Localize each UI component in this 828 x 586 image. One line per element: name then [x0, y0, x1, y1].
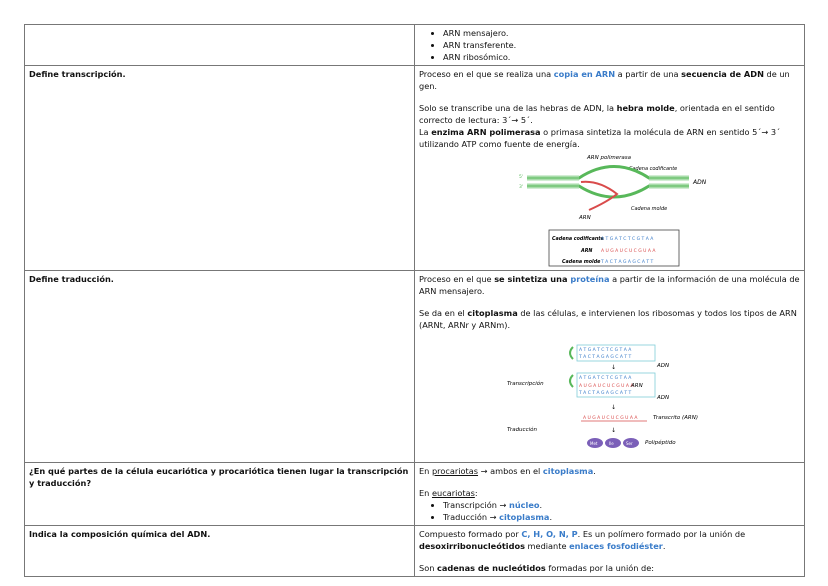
text: de las células, e intervienen los ribosomas y todos los tipos de ARN (ARNt, ARNr y ARNm).: [419, 308, 797, 330]
answer-cell: [415, 66, 805, 271]
aa-ile-label: Ile: [609, 441, 614, 446]
highlight-text: proteína: [570, 274, 610, 284]
bold-text: secuencia de ADN: [681, 69, 764, 79]
question-cell: [25, 526, 415, 577]
underlined-text: eucariotas: [431, 488, 475, 498]
box-label-arn: ARN: [581, 249, 593, 254]
table-row: [25, 66, 805, 271]
seq-codificante: A T G A T C T C G T A A: [601, 237, 654, 242]
question-text: Define transcripción.: [29, 69, 126, 79]
answer-paragraph: [419, 562, 800, 574]
seq-dna-top-2: A T G A T C T C G T A A: [579, 376, 632, 381]
text: .: [593, 466, 596, 476]
answer-paragraph: [419, 126, 800, 150]
aa-ser-label: Ser: [626, 441, 633, 446]
label-polipeptido: Polipéptido: [645, 440, 676, 446]
text: a partir de una: [615, 69, 682, 79]
highlight-text: núcleo: [509, 500, 540, 510]
bold-text: se sintetiza una: [494, 274, 571, 284]
text: formadas por la unión de:: [545, 563, 655, 573]
text: Solo se transcribe una de las hebras de ADN, la: [419, 103, 617, 113]
text: .: [549, 512, 553, 522]
label-arn: ARN: [631, 383, 643, 389]
list-item: • ARN ribosómico.: [443, 51, 800, 63]
seq-rna-partial: A U G A U C U C G U A A: [579, 384, 634, 389]
label-cadena-molde: Cadena molde: [631, 206, 668, 212]
text: Proceso en el que se realiza una: [419, 69, 554, 79]
underlined-text: procariotas: [431, 466, 479, 476]
highlight-text: citoplasma: [542, 466, 594, 476]
study-table: [24, 24, 805, 577]
box-label-codificante: Cadena codificante: [552, 237, 604, 242]
table-row: [25, 526, 805, 577]
text: Son: [419, 563, 437, 573]
answer-paragraph: [419, 307, 800, 331]
list-item: [443, 499, 800, 511]
question-text: Define traducción.: [29, 274, 114, 284]
label-3p: 3': [519, 185, 524, 190]
answer-cell: [415, 25, 805, 66]
location-list: [419, 499, 800, 523]
text: En: [419, 488, 432, 498]
table-row: [25, 25, 805, 66]
label-cadena-codificante: Cadena codificante: [629, 166, 678, 172]
dna-helix: [527, 178, 689, 186]
label-adn-2: ADN: [657, 395, 670, 401]
text: Transcripción →: [443, 500, 510, 510]
bold-text: hebra molde: [616, 103, 675, 113]
label-transcrito: Transcrito (ARN): [653, 415, 698, 421]
dna-end-2: [570, 375, 573, 387]
rna-types-list: [419, 27, 800, 63]
highlight-text: citoplasma: [499, 512, 550, 522]
transcription-diagram: [519, 150, 719, 268]
seq-arn: A U G A U C U C G U A A: [601, 249, 656, 254]
question-text: Indica la composición química del ADN.: [29, 529, 211, 539]
list-item: • ARN transferente.: [443, 39, 800, 51]
box-label-molde: Cadena molde: [562, 260, 601, 265]
text: Traducción →: [443, 512, 500, 522]
label-traduccion: Traducción: [507, 427, 537, 433]
answer-cell: [415, 463, 805, 526]
seq-dna-top: A T G A T C T C G T A A: [579, 348, 632, 353]
text: → ambos en el: [478, 466, 543, 476]
label-arn-polimerasa: ARN polimerasa: [587, 155, 631, 161]
answer-paragraph: [419, 465, 800, 477]
text: La: [419, 127, 432, 137]
seq-molde: T A C T A G A G C A T T: [601, 260, 654, 265]
text: . Es un polímero formado por la unión de: [577, 529, 746, 539]
highlight-text: copia en ARN: [553, 69, 616, 79]
text: :: [474, 488, 478, 498]
bold-text: enzima ARN polimerasa: [431, 127, 541, 137]
text: .: [539, 500, 543, 510]
translation-diagram: [507, 341, 717, 453]
list-item: [443, 511, 800, 523]
text: Compuesto formado por: [419, 529, 522, 539]
seq-dna-bottom-2: T A C T A G A G C A T T: [579, 391, 632, 396]
answer-paragraph: [419, 528, 800, 552]
arrow-down-3: ↓: [611, 427, 617, 434]
bold-text: cadenas de nucleótidos: [437, 563, 546, 573]
text: Proceso en el que: [419, 274, 495, 284]
arrow-down-2: ↓: [611, 404, 617, 411]
question-cell: [25, 25, 415, 66]
list-item: • ARN mensajero.: [443, 27, 800, 39]
answer-paragraph: [419, 68, 800, 92]
question-cell: [25, 463, 415, 526]
answer-paragraph: [419, 102, 800, 126]
text: de un gen.: [419, 69, 790, 91]
table-row: [25, 271, 805, 463]
bold-text: citoplasma: [467, 308, 518, 318]
arrow-down-1: ↓: [611, 364, 617, 371]
text: mediante: [524, 541, 570, 551]
label-adn-1: ADN: [657, 363, 670, 369]
aa-met-label: Met: [590, 441, 598, 446]
label-5p: 5': [519, 175, 524, 180]
answer-paragraph: [419, 273, 800, 297]
text: , orientada en el sentido correcto de lectura: 3´→ 5´.: [419, 103, 775, 125]
text: a partir de la información de una molécula de ARN mensajero.: [419, 274, 800, 296]
question-cell: [25, 66, 415, 271]
answer-paragraph: [419, 487, 800, 499]
highlight-text: enlaces fosfodiéster: [569, 541, 663, 551]
label-transcripcion: Transcripción: [507, 381, 544, 387]
bold-text: desoxirribonucleótidos: [419, 541, 525, 551]
table-row: [25, 463, 805, 526]
question-cell: [25, 271, 415, 463]
text: .: [662, 541, 666, 551]
label-arn: ARN: [579, 215, 591, 221]
text: En: [419, 466, 432, 476]
label-adn: ADN: [693, 179, 707, 186]
answer-cell: [415, 271, 805, 463]
text: Se da en el: [419, 308, 468, 318]
highlight-text: C, H, O, N, P: [521, 529, 578, 539]
seq-dna-bottom: T A C T A G A G C A T T: [579, 355, 632, 360]
seq-transcript: A U G A U C U C G U A A: [583, 416, 638, 421]
answer-cell: [415, 526, 805, 577]
dna-end: [570, 347, 573, 359]
question-text: ¿En qué partes de la célula eucariótica y procariótica tienen lugar la transcripción y traducción?: [29, 466, 409, 488]
text: o primasa sintetiza la molécula de ARN en sentido 5´→ 3´ utilizando ATP como fuente de energía.: [419, 127, 781, 149]
